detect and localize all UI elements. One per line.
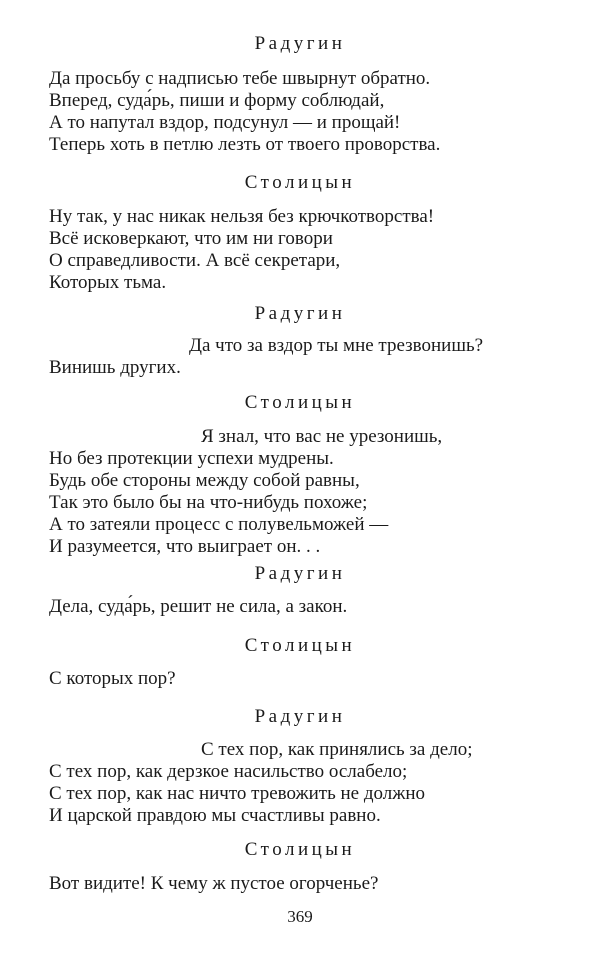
speaker-name: Столицын (244, 172, 356, 193)
speaker-name: Столицын (244, 635, 356, 656)
verse-line: Но без протекции успехи мудрены. (49, 448, 334, 469)
verse-line: Всё исковеркают, что им ни говори (49, 228, 333, 249)
speaker-name: Радугин (254, 303, 346, 324)
verse-line: С которых пор? (49, 668, 176, 689)
verse-line: Ну так, у нас никак нельзя без крючкотворства! (49, 206, 435, 227)
verse-line: О справедливости. А всё секретари, (49, 250, 341, 271)
verse-line: Вперед, суда́рь, пиши и форму соблюдай, (49, 90, 385, 111)
speaker-name: Радугин (254, 706, 346, 727)
verse-line: Винишь других. (49, 357, 181, 378)
verse-line: Да что за вздор ты мне трезвонишь? (189, 335, 484, 356)
verse-line: И царской правдою мы счастливы равно. (49, 805, 381, 826)
verse-line: С тех пор, как дерзкое насильство ослабело; (49, 761, 408, 782)
verse-line: Да просьбу с надписью тебе швырнут обратно. (49, 68, 431, 89)
verse-line: Я знал, что вас не урезонишь, (201, 426, 443, 447)
speaker-name: Радугин (254, 33, 346, 54)
verse-line: Дела, суда́рь, решит не сила, а закон. (49, 596, 348, 617)
verse-line: А то затеяли процесс с полувельможей — (49, 514, 389, 535)
verse-line: Будь обе стороны между собой равны, (49, 470, 360, 491)
verse-line: Теперь хоть в петлю лезть от твоего проворства. (49, 134, 441, 155)
verse-line: Вот видите! К чему ж пустое огорченье? (49, 873, 379, 894)
speaker-name: Столицын (244, 392, 356, 413)
speaker-name: Радугин (254, 563, 346, 584)
verse-line: А то напутал вздор, подсунул — и прощай! (49, 112, 401, 133)
verse-line: С тех пор, как нас ничто тревожить не должно (49, 783, 426, 804)
page-number: 369 (287, 907, 313, 926)
verse-line: Которых тьма. (49, 272, 167, 293)
verse-line: Так это было бы на что-нибудь похоже; (49, 492, 368, 513)
verse-line: С тех пор, как принялись за дело; (201, 739, 473, 760)
speaker-name: Столицын (244, 839, 356, 860)
verse-line: И разумеется, что выиграет он. . . (49, 536, 321, 557)
